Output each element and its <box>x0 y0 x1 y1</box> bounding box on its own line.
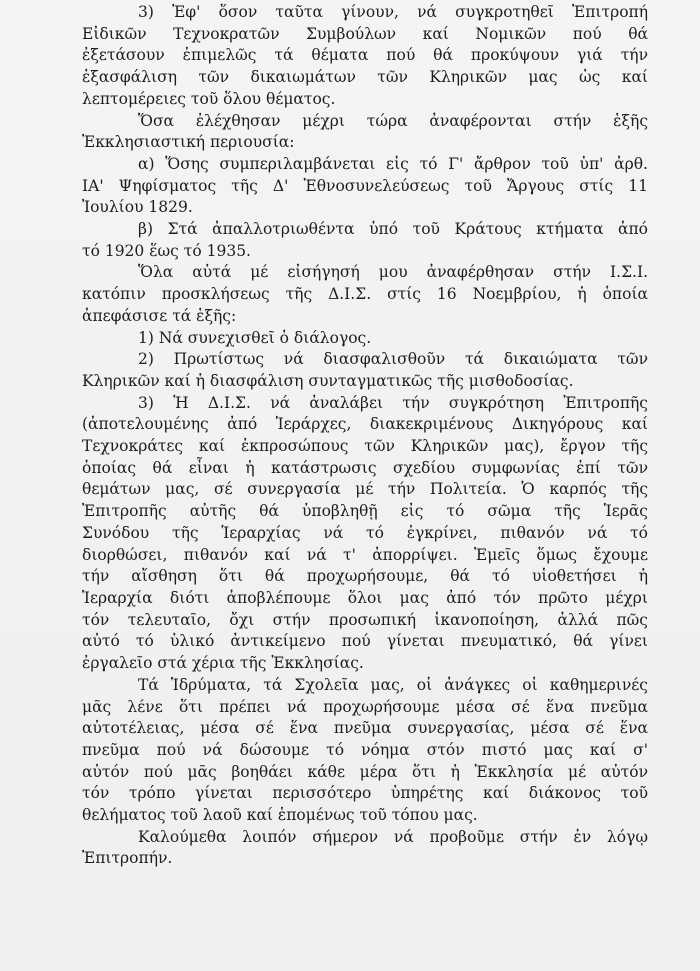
paragraph <box>82 393 648 675</box>
paragraph <box>82 328 648 350</box>
text-line: αὐτοτέλειας, μέσα σέ ἕνα πνεῦμα συνεργασίας, μέσα σέ ἕνα <box>82 719 648 738</box>
paragraph <box>82 262 648 327</box>
paragraph <box>82 219 648 262</box>
text-line: α) Ὅσης συμπεριλαμβάνεται εἰς τό Γ' ἄρθρον τοῦ ὑπ' ἀρθ. <box>138 154 648 173</box>
text-line: 3) Ἡ Δ.Ι.Σ. νά ἀναλάβει τήν συγκρότηση Ἐπιτροπῆς <box>138 393 648 412</box>
text-line: Ἐπιτροπῆς αὐτῆς θά ὑποβληθῇ εἰς τό σῶμα τῆς Ἱερᾶς <box>82 502 648 521</box>
document-body <box>82 2 648 870</box>
text-line: Ἐκκλησιαστική περιουσία: <box>82 133 295 152</box>
text-line: 3) Ἐφ' ὅσον ταῦτα γίνουν, νά συγκροτηθεῖ Ἐπιτροπή <box>138 3 648 21</box>
text-line: ΙΑ' Ψηφίσματος τῆς Δ' Ἐθνοσυνελεύσεως τοῦ Ἄργους στίς 11 <box>82 176 648 195</box>
paragraph <box>82 2 648 111</box>
text-line: Ὅσα ἐλέχθησαν μέχρι τώρα ἀναφέρονται στήν ἑξῆς <box>138 111 648 130</box>
text-line: αὐτόν πού μᾶς βοηθάει κάθε μέρα ὅτι ἡ Ἐκκλησία μέ αὐτόν <box>82 762 648 781</box>
text-line: Συνόδου τῆς Ἱεραρχίας νά τό ἐγκρίνει, πιθανόν νά τό <box>82 523 648 542</box>
text-line: τήν αἴσθηση ὅτι θά προχωρήσουμε, θά τό υἱοθετήσει ἡ <box>82 567 648 586</box>
paragraph <box>82 349 648 392</box>
text-line: ἐξασφάλιση τῶν δικαιωμάτων τῶν Κληρικῶν μας ὡς καί <box>82 68 648 87</box>
text-line: Τά Ἱδρύματα, τά Σχολεῖα μας, οἱ ἀνάγκες οἱ καθημερινές <box>138 675 648 694</box>
text-line: τό 1920 ἕως τό 1935. <box>82 241 251 260</box>
text-line: Ἐπιτροπήν. <box>82 849 173 868</box>
text-line: διορθώσει, πιθανόν καί νά τ' ἀπορρίψει. Ἐμεῖς ὅμως ἔχουμε <box>82 545 648 564</box>
text-line: θελήματος τοῦ λαοῦ καί ἑπομένως τοῦ τόπου μας. <box>82 806 478 825</box>
text-line: πνεῦμα πού νά δώσουμε τό νόημα στόν πιστό μας καί σ' <box>82 740 648 759</box>
text-line: Τεχνοκράτες καί ἐκπροσώπους τῶν Κληρικῶν μας), ἔργον τῆς <box>82 437 648 456</box>
text-line: μᾶς λένε ὅτι πρέπει νά προχωρήσουμε μέσα σέ ἕνα πνεῦμα <box>82 697 648 716</box>
text-line: τόν τελευταῖο, ὄχι στήν προσωπική ἱκανοποίηση, ἀλλά πῶς <box>82 610 648 629</box>
text-line: Ἱεραρχία διότι ἀποβλέπουμε ὅλοι μας ἀπό τόν πρῶτο μέχρι <box>82 588 648 607</box>
text-line: 2) Πρωτίστως νά διασφαλισθοῦν τά δικαιώματα τῶν <box>138 350 648 369</box>
text-line: ἐξετάσουν ἐπιμελῶς τά θέματα πού θά προκύψουν γιά τήν <box>82 46 648 65</box>
text-line: θεμάτων μας, σέ συνεργασία μέ τήν Πολιτεία. Ὁ καρπός τῆς <box>82 480 648 499</box>
text-line: τόν τρόπο γίνεται περισσότερο ὑπηρέτης καί διάκονος τοῦ <box>82 784 648 803</box>
text-line: αὐτό τό ὑλικό ἀντικείμενο πού γίνεται πνευματικό, θά γίνει <box>82 632 648 651</box>
text-line: Κληρικῶν καί ἡ διασφάλιση συνταγματικῶς τῆς μισθοδοσίας. <box>82 371 574 390</box>
text-line: Ὅλα αὐτά μέ εἰσήγησή μου ἀναφέρθησαν στήν Ι.Σ.Ι. <box>138 263 648 282</box>
paragraph <box>82 111 648 154</box>
text-line: ὁποίας θά εἶναι ἡ κατάστρωσις σχεδίου συμφωνίας ἐπί τῶν <box>82 458 648 477</box>
text-line: Καλούμεθα λοιπόν σήμερον νά προβοῦμε στήν ἐν λόγῳ <box>138 827 648 846</box>
text-line: Εἰδικῶν Τεχνοκρατῶν Συμβούλων καί Νομικῶν πού θά <box>82 24 648 43</box>
text-line: 1) Νά συνεχισθεῖ ὁ διάλογος. <box>138 328 372 347</box>
text-line: β) Στά ἀπαλλοτριωθέντα ὑπό τοῦ Κράτους κτήματα ἀπό <box>138 220 648 239</box>
paragraph <box>82 675 648 827</box>
text-line: (ἀποτελουμένης ἀπό Ἱεράρχες, διακεκριμένους Δικηγόρους καί <box>82 415 648 434</box>
paragraph <box>82 827 648 870</box>
text-line: ἀπεφάσισε τά ἑξῆς: <box>82 306 237 325</box>
paragraph <box>82 154 648 219</box>
text-line: λεπτομέρειες τοῦ ὅλου θέματος. <box>82 89 336 108</box>
text-line: κατόπιν προσκλήσεως τῆς Δ.Ι.Σ. στίς 16 Νοεμβρίου, ἡ ὁποία <box>82 285 648 304</box>
text-line: ἐργαλεῖο στά χέρια τῆς Ἐκκλησίας. <box>82 654 364 673</box>
text-line: Ἰουλίου 1829. <box>82 198 193 217</box>
